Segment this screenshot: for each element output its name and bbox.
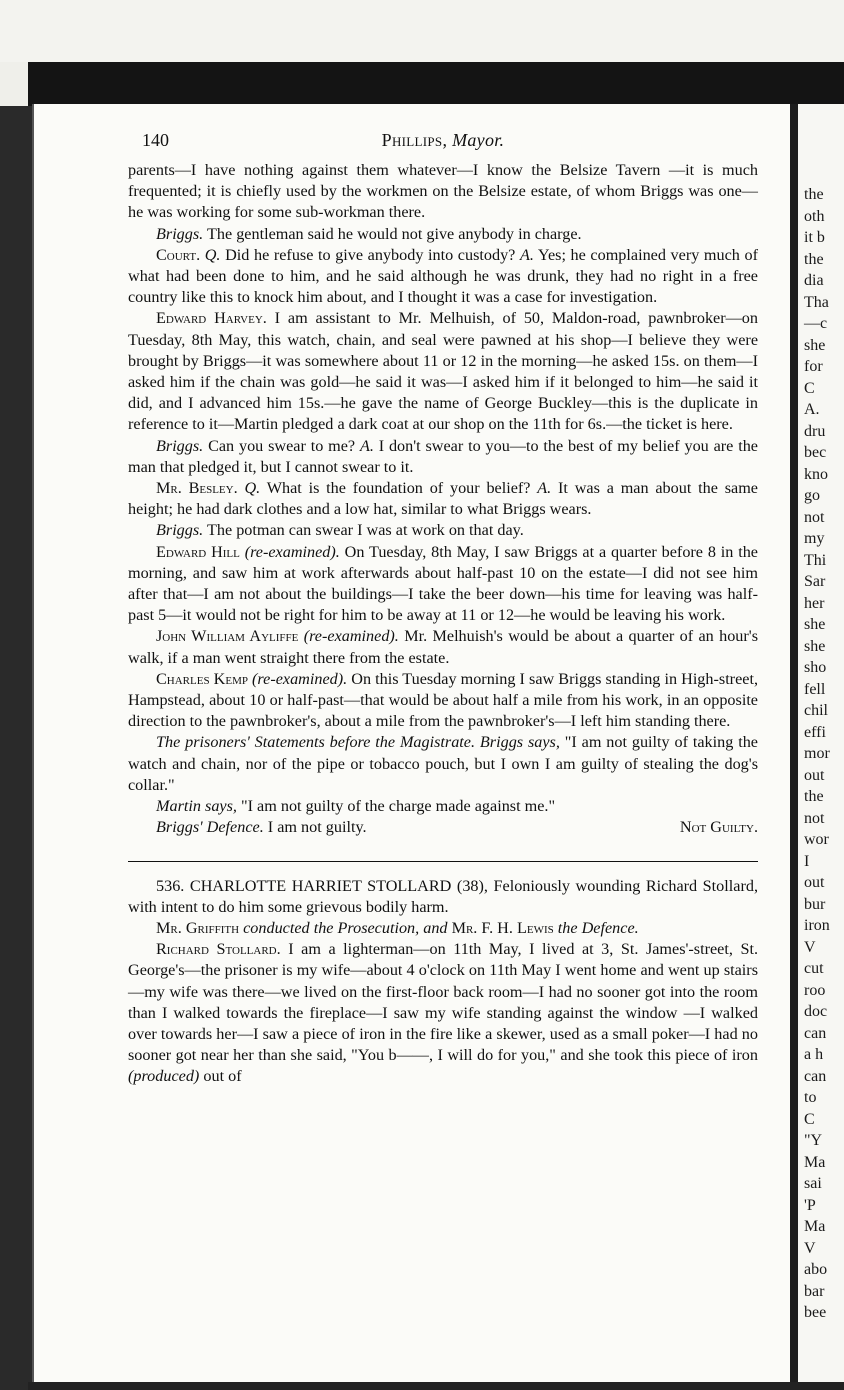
facing-page-fragment-line: wor: [804, 831, 829, 848]
facing-page-fragment-line: out: [804, 874, 825, 891]
facing-page-fragment-line: Sar: [804, 573, 826, 590]
paragraph-text: Mr. Melhuish's would be about a quarter of an hour's walk, if a man went straight there from the estate.: [128, 627, 758, 667]
facing-page-fragment-line: oth: [804, 207, 825, 225]
facing-page-fragment-line: she: [804, 616, 826, 633]
facing-page-fragment-line: A.: [804, 401, 820, 418]
facing-page-fragment-line: the: [804, 186, 824, 203]
facing-page-fragment-line: not: [804, 508, 825, 526]
paragraph-text: I am assistant to Mr. Melhuish, of 50, Maldon-road, pawnbroker—on Tuesday, 8th May, this watch, chain, and seal were pawned at his shop—I believe they were brought by Briggs—it was somewhere about 11 or 12 in the morning—he asked 15s. on them—I asked him if the chain was gold—he said it was—I asked him if it belonged to him—he said it did, and I advanced him 15s.—he gave the name of George Buckley—this is the duplicate in reference to it—Martin pledged a dark coat at our shop on the 11th for 6s.—the ticket is here.: [128, 309, 758, 434]
paragraph-text: "I am not guilty of taking the watch and chain, nor of the pipe or tobacco pouch, but I own I am guilty of stealing the dog's collar.": [128, 733, 758, 794]
facing-page-fragment-line: "Y: [804, 1132, 823, 1149]
paragraph-text: Can you swear to me?: [203, 436, 360, 455]
paragraph: [128, 542, 758, 627]
paragraph-text: On Tuesday, 8th May, I saw Briggs at a quarter before 8 in the morning, and saw him at work afterwards about half-past 10 on the estate—I did not see him after that—I am not about the buildings—I take the beer down—his time for leaving was half-past 5—it would not be right for him to be away at 11 or 12—he would be leaving his work.: [128, 542, 758, 625]
facing-page-fragment-line: C: [804, 379, 815, 397]
paragraph: [128, 224, 758, 245]
counsel-role: the Defence.: [553, 918, 639, 937]
answer-marker: A.: [519, 245, 534, 264]
facing-page-fragment-line: out: [804, 766, 825, 784]
paragraph: [128, 939, 758, 1087]
speaker-note: (re-examined).: [298, 627, 399, 646]
paragraph: [128, 669, 758, 733]
facing-page-fragment-line: it b: [804, 229, 825, 246]
scan-bottom-border: [28, 1382, 844, 1390]
paragraph: [128, 478, 758, 520]
counsel-role: conducted the Prosecution, and: [239, 918, 452, 937]
facing-page-fragment-line: Thi: [804, 551, 827, 569]
paragraph: [128, 436, 758, 478]
facing-page-fragment-line: I: [804, 852, 810, 870]
facing-page-fragment-line: her: [804, 594, 825, 612]
facing-page-fragment-line: Ma: [804, 1153, 826, 1171]
facing-page-fragment-line: a h: [804, 1046, 824, 1063]
facing-page-fragment-line: to: [804, 1089, 817, 1106]
facing-page-fragment: [798, 104, 844, 1390]
paragraph-text: I don't swear to you—to the best of my belief you are the man that pledged it, but I cannot swear to it.: [128, 436, 758, 476]
question-marker: Q.: [237, 479, 261, 498]
statement-lead: Martin says,: [156, 797, 237, 816]
speaker: Edward Hill: [156, 542, 240, 561]
facing-page-fragment-line: roo: [804, 981, 826, 999]
answer-marker: A.: [359, 436, 374, 455]
page-number: 140: [142, 130, 169, 150]
counsel-name: Mr. F. H. Lewis: [451, 918, 554, 937]
paragraph-text: parents—I have nothing against them whatever—I know the Belsize Tavern —it is much frequented; it is chiefly used by the workmen on the Belsize estate, of whom Briggs was one—he was working for some sub-workman there.: [128, 161, 758, 222]
page-header: [128, 126, 758, 160]
facing-page-fragment-line: the: [804, 250, 824, 268]
facing-page-fragment-line: she: [804, 637, 826, 655]
scan-top-margin: [0, 0, 844, 62]
facing-page-fragment-line: chil: [804, 702, 828, 719]
facing-page-fragment-line: bee: [804, 1304, 827, 1321]
paragraph: [128, 245, 758, 309]
facing-page-fragment-line: go: [804, 487, 820, 504]
statement-lead: Briggs' Defence.: [156, 818, 264, 837]
facing-page-fragment-line: my: [804, 530, 825, 547]
paragraph: [128, 520, 758, 541]
case-heading-text: 536. CHARLOTTE HARRIET STOLLARD (38), Feloniously wounding Richard Stollard, with intent to do him some grievous bodily harm.: [128, 876, 758, 916]
paragraph: [128, 732, 758, 796]
facing-page-fragment-line: doc: [804, 1003, 828, 1020]
speaker-note: (produced): [128, 1067, 200, 1086]
facing-page-fragment-line: not: [804, 809, 825, 827]
facing-page-fragment-line: bec: [804, 444, 827, 461]
paragraph-text: The gentleman said he would not give anybody in charge.: [203, 224, 582, 243]
facing-page-fragment-line: she: [804, 336, 826, 354]
facing-page-fragment-line: for: [804, 358, 823, 375]
paragraph-text: out of: [199, 1067, 242, 1086]
speaker: Richard Stollard.: [156, 940, 281, 959]
facing-page-fragment-line: Tha: [804, 293, 829, 311]
facing-page-fragment-line: Ma: [804, 1218, 826, 1235]
paragraph-text: It was a man about the same height; he had dark clothes and a low hat, similar to what Briggs wears.: [128, 479, 758, 519]
speaker: Mr. Besley.: [156, 479, 238, 498]
facing-page-fragment-line: sho: [804, 659, 827, 676]
paragraph: [128, 308, 758, 435]
page-content: [128, 126, 758, 1088]
facing-page-fragment-line: sai: [804, 1175, 822, 1192]
paragraph-text: On this Tuesday morning I saw Briggs standing in High-street, Hampstead, about 10 or half-past—that would be about half a mile from his work, in an opposite direction to the pawnbroker's, about a mile from the pawnbroker's—I left him standing there.: [128, 669, 758, 731]
paragraph-text: I am a lighterman—on 11th May, I lived at 3, St. James'-street, St. George's—the prisoner is my wife—about 4 o'clock on 11th May I went home and went up stairs—my wife was there—we lived on the first-floor back room—I had no sooner got into the room than I walked towards the fireplace—I saw my wife standing against the window —I walked over towards her—I saw a piece of iron in the fire like a skewer, used as a small poker—I had no sooner got near her than she said, "You b——, I will do for you," and she took this piece of iron: [128, 940, 758, 1065]
facing-page-fragment-line: dia: [804, 272, 824, 289]
facing-page-fragment-line: cut: [804, 960, 824, 977]
facing-page-fragment-line: —c: [804, 315, 828, 332]
speaker: Court.: [156, 245, 201, 264]
facing-page-fragment-line: dru: [804, 422, 826, 440]
running-head-title: Mayor.: [452, 130, 505, 150]
speaker: John William Ayliffe: [156, 627, 299, 646]
facing-page-fragment-line: bar: [804, 1282, 825, 1300]
paragraph: [128, 796, 758, 817]
speaker: Charles Kemp: [156, 669, 248, 688]
facing-page-fragment-line: the: [804, 788, 824, 805]
question-marker: Q.: [200, 245, 221, 264]
facing-page-fragment-line: C: [804, 1110, 815, 1128]
paragraph-text: Did he refuse to give anybody into custody?: [220, 245, 520, 264]
scan-left-edge: [0, 106, 32, 1390]
paragraph-text: I am not guilty.: [263, 818, 367, 837]
section-divider: [128, 861, 758, 862]
paragraph-text: "I am not guilty of the charge made against me.": [236, 797, 556, 816]
statement-lead: The prisoners' Statements before the Magistrate. Briggs says,: [156, 733, 560, 752]
speaker: Edward Harvey.: [156, 309, 267, 328]
facing-page-fragment-line: can: [804, 1024, 827, 1042]
paragraph-text: Yes; he complained very much of what had been done to him, and he said although he was drunk, they had no right in a free country like this to knock him about, and I thought it was a case for investigation.: [128, 245, 758, 307]
facing-page-fragment-line: abo: [804, 1261, 828, 1278]
case-heading: [128, 876, 758, 918]
facing-page-fragment-line: V: [804, 1239, 816, 1257]
counsel-line: [128, 918, 758, 939]
counsel-name: Mr. Griffith: [156, 918, 240, 937]
facing-page-fragment-line: kno: [804, 465, 828, 483]
speaker: Briggs.: [156, 224, 204, 243]
facing-page-fragment-line: bur: [804, 895, 826, 913]
facing-page-fragment-line: V: [804, 938, 816, 956]
paragraph: [128, 817, 758, 838]
speaker-note: (re-examined).: [239, 542, 340, 561]
speaker: Briggs.: [156, 521, 204, 540]
speaker-note: (re-examined).: [247, 669, 348, 688]
paragraph-text: What is the foundation of your belief?: [260, 479, 538, 498]
paragraph: [128, 160, 758, 224]
speaker: Briggs.: [156, 436, 204, 455]
answer-marker: A.: [537, 479, 552, 498]
facing-page-fragment-line: can: [804, 1067, 827, 1085]
verdict: Not Guilty.: [679, 818, 758, 837]
running-head-name: Phillips,: [381, 130, 448, 150]
facing-page-fragment-line: mor: [804, 745, 830, 762]
running-head: [128, 130, 758, 151]
paragraph-text: The potman can swear I was at work on that day.: [203, 521, 524, 540]
facing-page-fragment-line: fell: [804, 680, 826, 698]
paragraph: [128, 626, 758, 668]
book-gutter: [790, 104, 798, 1390]
facing-page-fragment-line: 'P: [804, 1196, 816, 1214]
facing-page-fragment-line: iron: [804, 917, 830, 934]
facing-page-fragment-line: effi: [804, 723, 826, 741]
scan-top-dark-border: [28, 62, 844, 106]
